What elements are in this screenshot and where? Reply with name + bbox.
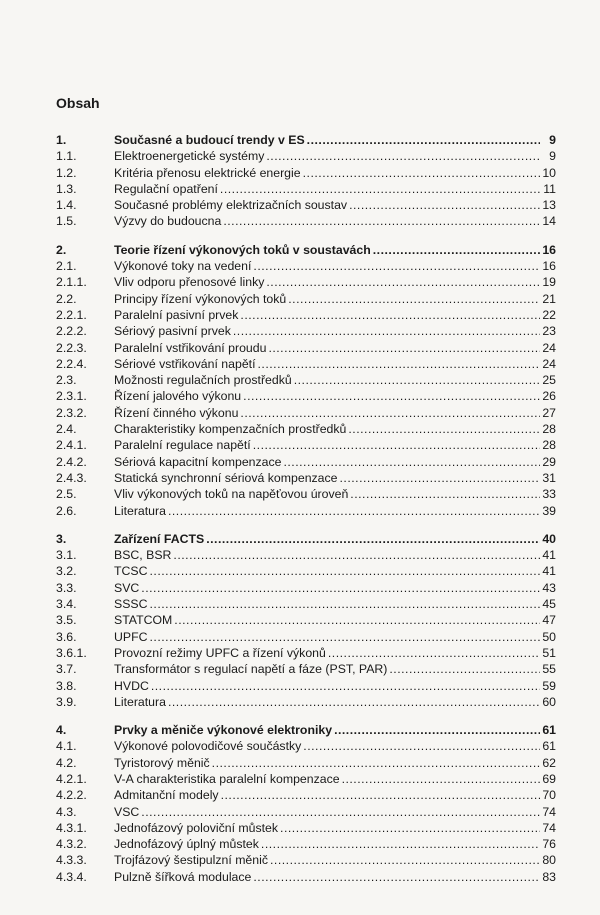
dot-leader (303, 165, 540, 181)
entry-page-number: 59 (542, 678, 556, 693)
toc-entry (56, 148, 556, 164)
dot-leader (141, 580, 540, 596)
entry-title: Literatura (114, 694, 166, 709)
entry-title: Výkonové polovodičové součástky (114, 739, 302, 754)
toc-entry (56, 213, 556, 229)
entry-number: 2.2. (56, 291, 77, 306)
entry-page-number: 27 (542, 405, 556, 420)
entry-number: 1.4. (56, 198, 77, 213)
entry-page-number: 31 (542, 470, 556, 485)
entry-page-number: 43 (542, 580, 556, 595)
entry-title: Sériová kapacitní kompenzace (114, 454, 282, 469)
dot-leader (223, 213, 540, 229)
entry-title: Paralelní vstřikování proudu (114, 340, 267, 355)
entry-page-number: 14 (542, 214, 556, 229)
toc-entry (56, 755, 556, 771)
entry-title: Transformátor s regulací napětí a fáze (PST, PAR) (114, 662, 388, 677)
toc-entry (56, 291, 556, 307)
toc-entry (56, 612, 556, 628)
dot-leader (349, 197, 540, 213)
toc-entry (56, 421, 556, 437)
dot-leader (149, 563, 540, 579)
dot-leader (348, 421, 540, 437)
dot-leader (240, 307, 540, 323)
entry-title: Jednofázový poloviční můstek (114, 820, 279, 835)
entry-number: 2.2.2. (56, 324, 87, 339)
entry-number: 4.1. (56, 739, 77, 754)
entry-page-number: 10 (542, 165, 556, 180)
entry-title: Možnosti regulačních prostředků (114, 373, 292, 388)
toc-entry (56, 836, 556, 852)
entry-page-number: 24 (542, 340, 556, 355)
entry-page-number: 62 (542, 755, 556, 770)
toc-entry (56, 486, 556, 502)
entry-page-number: 26 (542, 389, 556, 404)
entry-title: Vliv odporu přenosové linky (114, 275, 265, 290)
entry-title: Sériové vstřikování napětí (114, 356, 256, 371)
dot-leader (294, 372, 540, 388)
toc-entry (56, 165, 556, 181)
toc-entry (56, 852, 556, 868)
entry-page-number: 41 (542, 548, 556, 563)
dot-leader (221, 787, 540, 803)
toc-entry (56, 388, 556, 404)
entry-page-number: 16 (542, 259, 556, 274)
entry-title: Řízení činného výkonu (114, 405, 239, 420)
entry-number: 3. (56, 531, 67, 546)
entry-number: 4.2.1. (56, 771, 87, 786)
dot-leader (268, 340, 540, 356)
dot-leader (258, 356, 541, 372)
entry-page-number: 28 (542, 438, 556, 453)
entry-number: 3.5. (56, 613, 77, 628)
toc-entry (56, 503, 556, 519)
entry-title: VSC (114, 804, 140, 819)
entry-page-number: 60 (542, 694, 556, 709)
entry-page-number: 19 (542, 275, 556, 290)
entry-title: Tyristorový měnič (114, 755, 210, 770)
entry-page-number: 23 (542, 324, 556, 339)
toc-entry (56, 470, 556, 486)
entry-page-number: 13 (542, 198, 556, 213)
entry-number: 3.7. (56, 662, 77, 677)
toc-section (56, 242, 556, 519)
toc-entry (56, 356, 556, 372)
toc-entry (56, 771, 556, 787)
entry-number: 2.1. (56, 259, 77, 274)
dot-leader (342, 771, 540, 787)
toc-entry (56, 629, 556, 645)
toc-chapter-entry (56, 132, 556, 148)
toc-entry (56, 323, 556, 339)
entry-number: 2.1.1. (56, 275, 87, 290)
entry-title: Admitanční modely (114, 788, 219, 803)
toc-entry (56, 678, 556, 694)
entry-page-number: 21 (542, 291, 556, 306)
dot-leader (266, 148, 540, 164)
dot-leader (270, 852, 540, 868)
dot-leader (340, 470, 540, 486)
entry-number: 4.3.1. (56, 820, 87, 835)
toc-entry (56, 405, 556, 421)
toc-entry (56, 694, 556, 710)
entry-title: Principy řízení výkonových toků (114, 291, 287, 306)
entry-page-number: 24 (542, 356, 556, 371)
toc-entry (56, 372, 556, 388)
dot-leader (253, 258, 540, 274)
entry-title: Výzvy do budoucna (114, 214, 222, 229)
toc-entry (56, 258, 556, 274)
dot-leader (280, 820, 540, 836)
dot-leader (328, 645, 540, 661)
entry-number: 2.2.3. (56, 340, 87, 355)
entry-number: 2.3. (56, 373, 77, 388)
dot-leader (389, 661, 540, 677)
toc-section (56, 722, 556, 885)
entry-number: 1.2. (56, 165, 77, 180)
dot-leader (240, 405, 540, 421)
entry-number: 3.2. (56, 564, 77, 579)
entry-title: Současné a budoucí trendy v ES (114, 133, 305, 147)
entry-page-number: 51 (542, 645, 556, 660)
entry-page-number: 22 (542, 307, 556, 322)
entry-page-number: 25 (542, 373, 556, 388)
toc-entry (56, 787, 556, 803)
dot-leader (168, 694, 540, 710)
entry-number: 4.3.3. (56, 853, 87, 868)
entry-title: Charakteristiky kompenzačních prostředků (114, 422, 347, 437)
entry-page-number: 28 (542, 422, 556, 437)
entry-number: 3.9. (56, 694, 77, 709)
entry-page-number: 9 (549, 133, 556, 147)
entry-title: SVC (114, 580, 140, 595)
dot-leader (266, 274, 540, 290)
toc-entry (56, 738, 556, 754)
dot-leader (220, 181, 540, 197)
dot-leader (253, 869, 540, 885)
entry-title: Elektroenergetické systémy (114, 149, 265, 164)
entry-title: Regulační opatření (114, 181, 218, 196)
dot-leader (141, 804, 540, 820)
entry-title: Zařízení FACTS (114, 531, 205, 546)
entry-page-number: 80 (542, 853, 556, 868)
toc-entry (56, 645, 556, 661)
entry-number: 3.3. (56, 580, 77, 595)
toc-chapter-entry (56, 722, 556, 738)
entry-title: Provozní režimy UPFC a řízení výkonů (114, 645, 326, 660)
toc-entry (56, 437, 556, 453)
toc-entry (56, 340, 556, 356)
entry-title: HVDC (114, 678, 149, 693)
toc-section (56, 531, 556, 710)
entry-number: 2.4.3. (56, 470, 87, 485)
entry-number: 4.3.2. (56, 837, 87, 852)
entry-page-number: 16 (542, 242, 556, 257)
entry-number: 3.6. (56, 629, 77, 644)
entry-page-number: 55 (542, 662, 556, 677)
entry-page-number: 39 (542, 503, 556, 518)
dot-leader (307, 132, 540, 148)
toc-entry (56, 661, 556, 677)
entry-title: Paralelní pasivní prvek (114, 307, 239, 322)
entry-number: 2.2.4. (56, 356, 87, 371)
toc-entry (56, 274, 556, 290)
entry-number: 2.4.1. (56, 438, 87, 453)
entry-number: 1.1. (56, 149, 77, 164)
toc-entry (56, 307, 556, 323)
entry-page-number: 83 (542, 869, 556, 884)
entry-number: 2.6. (56, 503, 77, 518)
dot-leader (373, 242, 540, 258)
toc-entry (56, 197, 556, 213)
dot-leader (149, 629, 540, 645)
entry-number: 1.5. (56, 214, 77, 229)
entry-number: 2.3.2. (56, 405, 87, 420)
toc-entry (56, 454, 556, 470)
entry-page-number: 41 (542, 564, 556, 579)
entry-title: SSSC (114, 597, 148, 612)
dot-leader (288, 291, 540, 307)
entry-title: Vliv výkonových toků na napěťovou úroveň (114, 487, 349, 502)
toc-entry (56, 181, 556, 197)
entry-title: Pulzně šířková modulace (114, 869, 252, 884)
entry-title: TCSC (114, 564, 148, 579)
entry-page-number: 33 (542, 487, 556, 502)
entry-number: 2.3.1. (56, 389, 87, 404)
toc-chapter-entry (56, 242, 556, 258)
entry-number: 1.3. (56, 181, 77, 196)
entry-title: BSC, BSR (114, 548, 172, 563)
entry-number: 2.2.1. (56, 307, 87, 322)
entry-page-number: 11 (543, 181, 556, 196)
entry-number: 2. (56, 242, 67, 257)
entry-page-number: 70 (542, 788, 556, 803)
toc-section (56, 132, 556, 230)
entry-page-number: 61 (542, 739, 556, 754)
entry-number: 3.8. (56, 678, 77, 693)
entry-number: 3.4. (56, 597, 77, 612)
dot-leader (253, 437, 540, 453)
entry-number: 4. (56, 723, 67, 738)
entry-title: Současné problémy elektrizačních soustav (114, 198, 348, 213)
dot-leader (174, 612, 540, 628)
entry-title: Prvky a měniče výkonové elektroniky (114, 723, 333, 738)
dot-leader (151, 678, 540, 694)
dot-leader (261, 836, 540, 852)
toc-entry (56, 804, 556, 820)
entry-page-number: 76 (542, 837, 556, 852)
dot-leader (212, 755, 540, 771)
dot-leader (334, 722, 540, 738)
entry-page-number: 74 (542, 804, 556, 819)
entry-title: Literatura (114, 503, 166, 518)
toc-entry (56, 563, 556, 579)
entry-number: 3.1. (56, 548, 77, 563)
entry-number: 4.3. (56, 804, 77, 819)
dot-leader (283, 454, 540, 470)
toc-entry (56, 869, 556, 885)
dot-leader (173, 547, 540, 563)
entry-title: Kritéria přenosu elektrické energie (114, 165, 301, 180)
dot-leader (168, 503, 540, 519)
entry-page-number: 40 (542, 531, 556, 546)
entry-page-number: 9 (549, 149, 556, 164)
toc-entry (56, 596, 556, 612)
entry-page-number: 69 (542, 771, 556, 786)
dot-leader (243, 388, 540, 404)
entry-title: Teorie řízení výkonových toků v soustavách (114, 242, 371, 257)
entry-title: Trojfázový šestipulzní měnič (114, 853, 268, 868)
entry-page-number: 47 (542, 613, 556, 628)
entry-number: 3.6.1. (56, 645, 87, 660)
entry-title: UPFC (114, 629, 148, 644)
table-of-contents (56, 132, 556, 897)
entry-title: V-A charakteristika paralelní kompenzace (114, 771, 340, 786)
toc-entry (56, 547, 556, 563)
entry-page-number: 29 (542, 454, 556, 469)
entry-number: 4.3.4. (56, 869, 87, 884)
entry-number: 4.2.2. (56, 788, 87, 803)
toc-chapter-entry (56, 531, 556, 547)
entry-page-number: 74 (542, 820, 556, 835)
entry-title: Výkonové toky na vedení (114, 259, 252, 274)
entry-title: STATCOM (114, 613, 173, 628)
toc-entry (56, 820, 556, 836)
entry-title: Řízení jalového výkonu (114, 389, 242, 404)
entry-page-number: 45 (542, 597, 556, 612)
entry-title: Jednofázový úplný můstek (114, 837, 259, 852)
entry-number: 1. (56, 133, 67, 147)
entry-title: Paralelní regulace napětí (114, 438, 251, 453)
dot-leader (150, 596, 541, 612)
toc-entry (56, 580, 556, 596)
entry-page-number: 61 (542, 723, 556, 738)
entry-number: 4.2. (56, 755, 77, 770)
dot-leader (350, 486, 540, 502)
entry-number: 2.5. (56, 487, 77, 502)
entry-number: 2.4. (56, 422, 77, 437)
page-heading: Obsah (56, 95, 100, 111)
entry-page-number: 50 (542, 629, 556, 644)
entry-title: Sériový pasivní prvek (114, 324, 231, 339)
entry-number: 2.4.2. (56, 454, 87, 469)
dot-leader (303, 738, 540, 754)
dot-leader (206, 531, 540, 547)
entry-title: Statická synchronní sériová kompenzace (114, 470, 338, 485)
dot-leader (233, 323, 540, 339)
